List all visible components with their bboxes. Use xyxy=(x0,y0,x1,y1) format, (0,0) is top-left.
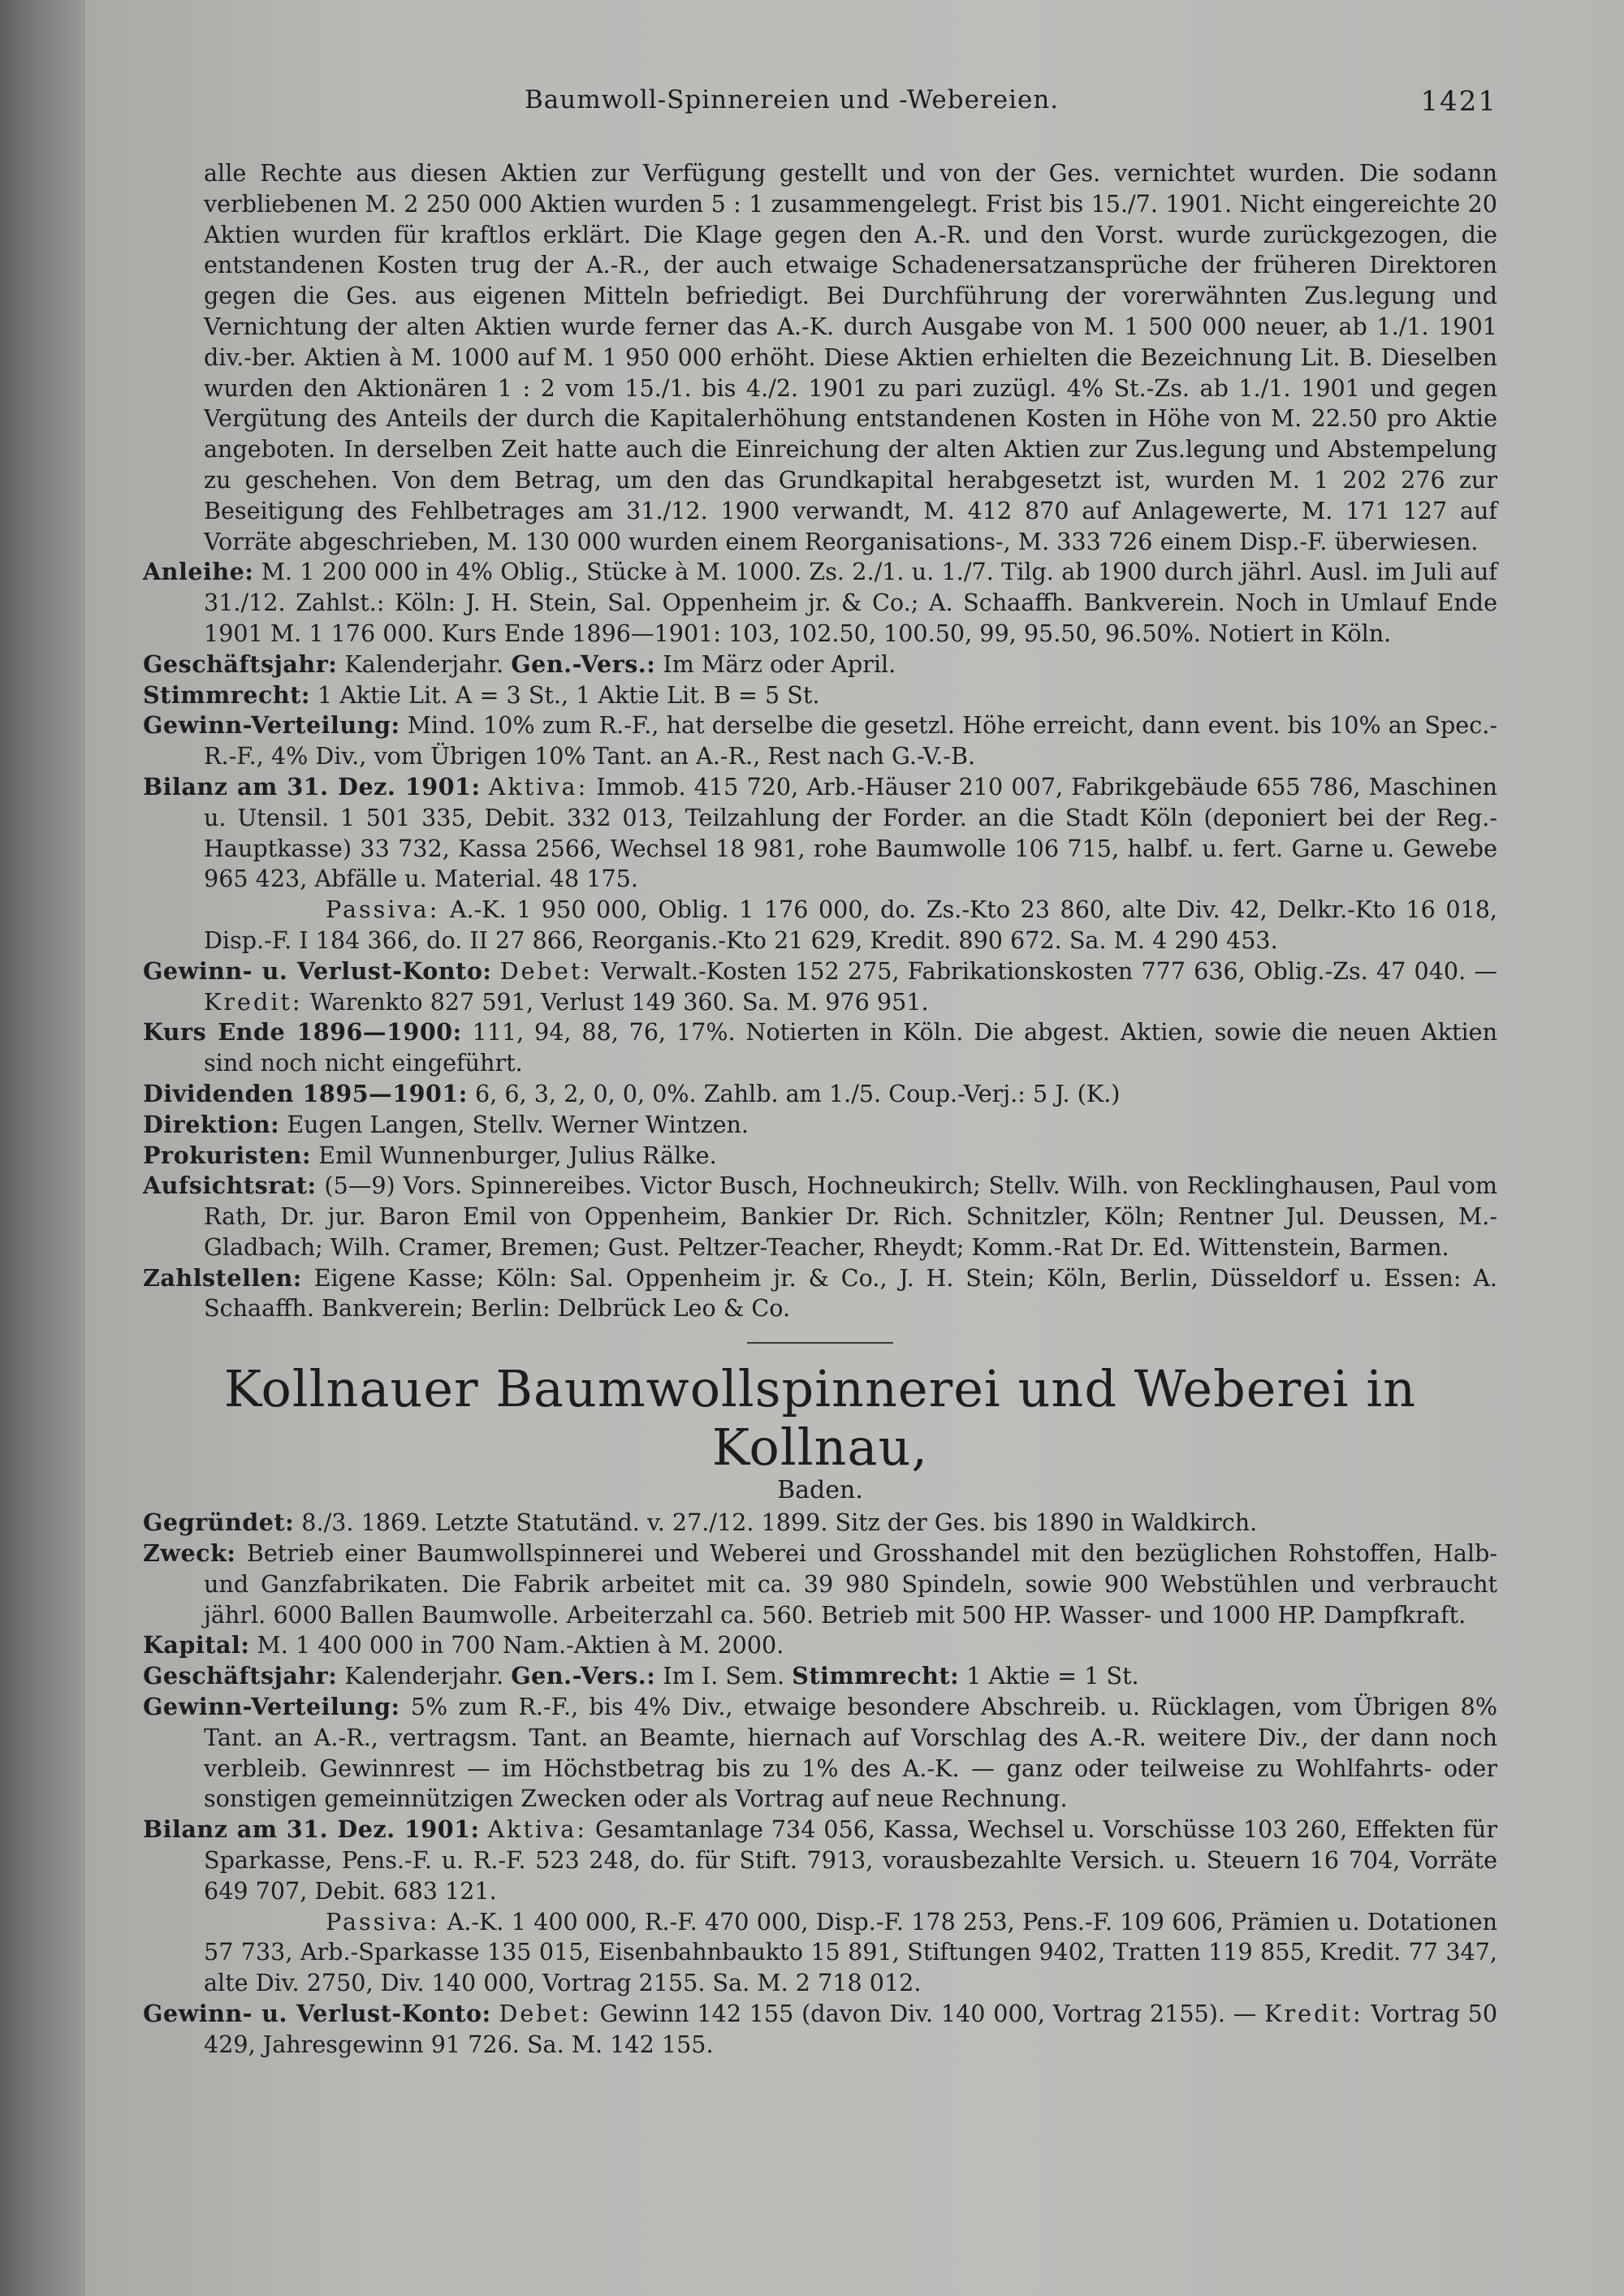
kapital-text: M. 1 400 000 in 700 Nam.-Aktien à M. 2000. xyxy=(257,1631,784,1659)
dividenden-text: 6, 6, 3, 2, 0, 0, 0%. Zahlb. am 1./5. Coup.-Verj.: 5 J. (K.) xyxy=(474,1079,1121,1107)
kurs-text: 111, 94, 88, 76, 17%. Notierten in Köln. Die abgest. Aktien, sowie die neuen Aktien sind noch nicht eingeführt. xyxy=(204,1018,1497,1077)
company-gewinn-text: 5% zum R.-F., bis 4% Div., etwaige besondere Abschreib. u. Rücklagen, vom Übrigen 8% Tant. an A.-R., vertragsm. Tant. an Beamte, hiernach auf Vorschlag des A.-R. weitere Div., der dann noch verbleib. Gewinnrest — im Höchstbetrag bis zu 1% des A.-K. — ganz oder teilweise zu Wohlfahrts- oder sonstigen gemeinnützigen Zwecken oder als Vortrag auf neue Rechnung. xyxy=(204,1693,1497,1813)
prev-entry-prokuristen xyxy=(143,1141,1497,1172)
company-stimmrecht-label: Stimmrecht: xyxy=(792,1662,960,1690)
zahlstellen-text: Eigene Kasse; Köln: Sal. Oppenheim jr. & Co., J. H. Stein; Köln, Berlin, Düsseldorf u. Essen: A. Schaaffh. Bankverein; Berlin: Delbrück Leo & Co. xyxy=(204,1263,1497,1323)
anleihe-label: Anleihe: xyxy=(143,558,254,586)
zweck-label: Zweck: xyxy=(143,1539,236,1568)
page-number: 1421 xyxy=(1420,85,1497,118)
prokuristen-text: Emil Wunnenburger, Julius Rälke. xyxy=(318,1141,717,1169)
bilanz-label: Bilanz am 31. Dez. 1901: xyxy=(143,772,481,801)
company-passiva-label: Passiva: xyxy=(326,1907,440,1936)
direktion-label: Direktion: xyxy=(143,1110,280,1138)
company-passiva-text: A.-K. 1 400 000, R.-F. 470 000, Disp.-F. 178 253, Pens.-F. 109 606, Prämien u. Dotationen 57 733, Arb.-Sparkasse 135 015, Eisenbahnbaukto 15 891, Stiftungen 9402, Tratten 119 855, Kredit. 77 347, alte Div. 2750, Div. 140 000, Vortrag 2155. Sa. M. 2 718 012. xyxy=(204,1907,1498,1997)
prev-entry-anleihe xyxy=(143,557,1497,649)
gewinn-verteilung-label: Gewinn-Verteilung: xyxy=(143,711,400,740)
kurs-label: Kurs Ende 1896—1900: xyxy=(143,1018,462,1047)
header-title: Baumwoll-Spinnereien und -Webereien. xyxy=(525,85,1060,114)
zweck-text: Betrieb einer Baumwollspinnerei und Weberei und Grosshandel mit den bezüglichen Rohstoffen, Halb- und Ganzfabrikaten. Die Fabrik arbeitet mit ca. 39 980 Spindeln, sowie 900 Webstühlen und verbraucht jährl. 6000 Ballen Baumwolle. Arbeiterzahl ca. 560. Betrieb mit 500 HP. Wasser- und 1000 HP. Dampfkraft. xyxy=(204,1539,1497,1629)
company-bilanz-passiva xyxy=(143,1907,1497,1999)
kapital-label: Kapital: xyxy=(143,1631,250,1659)
page-body xyxy=(143,158,1497,2061)
company-gegruendet xyxy=(143,1508,1497,1539)
company-bilanz-label: Bilanz am 31. Dez. 1901: xyxy=(143,1815,480,1844)
company-kredit-label: Kredit: xyxy=(1264,2000,1363,2028)
company-geschaeftsjahr xyxy=(143,1661,1497,1692)
zahlstellen-label: Zahlstellen: xyxy=(143,1263,302,1292)
company-zweck xyxy=(143,1539,1497,1630)
company-gewinn-label: Gewinn-Verteilung: xyxy=(143,1693,400,1721)
gen-vers-text: Im März oder April. xyxy=(663,650,896,678)
company-geschaeftsjahr-label: Geschäftsjahr: xyxy=(143,1662,338,1690)
company-kredit-text: Vortrag 50 429, Jahresgewinn 91 726. Sa. M. 142 155. xyxy=(204,2000,1498,2058)
company-debet-text: Gewinn 142 155 (davon Div. 140 000, Vortrag 2155). — xyxy=(599,2000,1257,2028)
guv-debet-text: Verwalt.-Kosten 152 275, Fabrikationskosten 777 636, Oblig.-Zs. 47 040. — xyxy=(601,956,1498,985)
prev-entry-stimmrecht xyxy=(143,680,1497,711)
prev-entry-dividenden xyxy=(143,1079,1497,1110)
company-gewinn-verteilung xyxy=(143,1692,1497,1815)
geschaeftsjahr-text: Kalenderjahr. xyxy=(344,650,504,678)
aufsichtsrat-label: Aufsichtsrat: xyxy=(143,1172,317,1200)
company-gen-vers-label: Gen.-Vers.: xyxy=(511,1662,656,1690)
company-debet-label: Debet: xyxy=(499,2000,592,2028)
prev-entry-geschaeftsjahr xyxy=(143,650,1497,680)
prev-entry-kurs xyxy=(143,1017,1497,1079)
company-aktiva-text: Gesamtanlage 734 056, Kassa, Wechsel u. Vorschüsse 103 260, Effekten für Sparkasse, Pens.-F. u. R.-F. 523 248, do. für Stift. 7913, vorausbezahlte Versich. u. Steuern 16 704, Vorräte 649 707, Debit. 683 121. xyxy=(204,1815,1497,1905)
prev-entry-aufsichtsrat xyxy=(143,1171,1497,1262)
company-guv-label: Gewinn- u. Verlust-Konto: xyxy=(143,2000,491,2028)
prev-entry-guv xyxy=(143,956,1497,1018)
company-subtitle: Baden. xyxy=(777,1476,863,1505)
company-title: Kollnauer Baumwollspinnerei und Weberei in Kollnau, xyxy=(223,1359,1417,1478)
running-header xyxy=(143,85,1497,126)
gewinn-verteilung-text: Mind. 10% zum R.-F., hat derselbe die gesetzl. Höhe erreicht, dann event. bis 10% an Spec.-R.-F., 4% Div., vom Übrigen 10% Tant. an A.-R., Rest nach G.-V.-B. xyxy=(204,711,1497,770)
entry-separator xyxy=(747,1342,893,1344)
company-kapital xyxy=(143,1630,1497,1661)
gegruendet-label: Gegründet: xyxy=(143,1508,295,1537)
prev-entry-bilanz-passiva xyxy=(143,895,1497,956)
company-geschaeftsjahr-text: Kalenderjahr. xyxy=(344,1662,504,1690)
guv-label: Gewinn- u. Verlust-Konto: xyxy=(143,956,492,985)
anleihe-text: M. 1 200 000 in 4% Oblig., Stücke à M. 1000. Zs. 2./1. u. 1./7. Tilg. ab 1900 durch jährl. Ausl. im Juli auf 31./12. Zahlst.: Köln: J. H. Stein, Sal. Oppenheim jr. & Co.; A. Schaaffh. Bankverein. Noch in Umlauf Ende 1901 M. 1 176 000. Kurs Ende 1896—1901: 103, 102.50, 100.50, 99, 95.50, 96.50%. Notiert in Köln. xyxy=(204,558,1497,647)
gen-vers-label: Gen.-Vers.: xyxy=(511,650,656,678)
gegruendet-text: 8./3. 1869. Letzte Statutänd. v. 27./12. 1899. Sitz der Ges. bis 1890 in Waldkirch. xyxy=(301,1508,1258,1537)
prev-entry-intro: alle Rechte aus diesen Aktien zur Verfügung gestellt und von der Ges. vernichtet wurden. Die sodann verbliebenen M. 2 250 000 Aktien wurden 5 : 1 zusammengelegt. Frist bis 15./7. 1901. Nicht eingereichte 20 Aktien wurden für kraftlos erklärt. Die Klage gegen den A.-R. und den Vorst. wurde zurückgezogen, die entstandenen Kosten trug der A.-R., der auch etwaige Schadenersatzansprüche der früheren Direktoren gegen die Ges. aus eigenen Mitteln befriedigt. Bei Durchführung der vorerwähnten Zus.legung und Vernichtung der alten Aktien wurde ferner das A.-K. durch Ausgabe von M. 1 500 000 neuer, ab 1./1. 1901 div.-ber. Aktien à M. 1000 auf M. 1 950 000 erhöht. Diese Aktien erhielten die Bezeichnung Lit. B. Dieselben wurden den Aktionären 1 : 2 vom 15./1. bis 4./2. 1901 zu pari zuzügl. 4% St.-Zs. ab 1./1. 1901 und gegen Vergütung des Anteils der durch die Kapitalerhöhung entstandenen Kosten in Höhe von M. 22.50 pro Aktie angeboten. In derselben Zeit hatte auch die Einreichung der alten Aktien zur Zus.legung und Abstempelung zu geschehen. Von dem Betrag, um den das Grundkapital herabgesetzt ist, wurden M. 1 202 276 zur Beseitigung des Fehlbetrages am 31./12. 1900 verwandt, M. 412 870 auf Anlagewerte, M. 171 127 auf Vorräte abgeschrieben, M. 130 000 wurden einem Reorganisations-, M. 333 726 einem Disp.-F. überwiesen. xyxy=(204,159,1497,555)
prev-entry-direktion xyxy=(143,1110,1497,1141)
company-gen-vers-text: Im I. Sem. xyxy=(663,1662,785,1690)
aufsichtsrat-text: (5—9) Vors. Spinnereibes. Victor Busch, Hochneukirch; Stellv. Wilh. von Recklinghausen, Paul vom Rath, Dr. jur. Baron Emil von Oppenheim, Bankier Dr. Rich. Schnitzler, Köln; Rentner Jul. Deussen, M.-Gladbach; Wilh. Cramer, Bremen; Gust. Peltzer-Teacher, Rheydt; Komm.-Rat Dr. Ed. Wittenstein, Barmen. xyxy=(204,1172,1497,1261)
prev-entry-gewinn-verteilung xyxy=(143,710,1497,772)
scan-edge xyxy=(0,0,85,2296)
bilanz-passiva-text: A.-K. 1 950 000, Oblig. 1 176 000, do. Zs.-Kto 23 860, alte Div. 42, Delkr.-Kto 16 018, Disp.-F. I 184 366, do. II 27 866, Reorganis.-Kto 21 629, Kredit. 890 672. Sa. M. 4 290 453. xyxy=(204,896,1497,954)
direktion-text: Eugen Langen, Stellv. Werner Wintzen. xyxy=(287,1110,749,1138)
bilanz-aktiva-label: Aktiva: xyxy=(488,772,589,801)
bilanz-passiva-label: Passiva: xyxy=(326,896,440,924)
guv-debet-label: Debet: xyxy=(499,956,593,985)
bilanz-aktiva-text: Immob. 415 720, Arb.-Häuser 210 007, Fabrikgebäude 655 786, Maschinen u. Utensil. 1 501 335, Debit. 332 013, Teilzahlung der Forder. an die Stadt Köln (deponiert bei der Reg.-Hauptkasse) 33 732, Kassa 2566, Wechsel 18 981, rohe Baumwolle 106 715, halbf. u. fert. Garne u. Gewebe 965 423, Abfälle u. Material. 48 175. xyxy=(204,772,1497,893)
prev-entry-bilanz xyxy=(143,772,1497,895)
prev-entry-zahlstellen xyxy=(143,1263,1497,1325)
company-aktiva-label: Aktiva: xyxy=(487,1815,587,1844)
geschaeftsjahr-label: Geschäftsjahr: xyxy=(143,650,338,678)
guv-kredit-label: Kredit: xyxy=(204,987,303,1016)
company-stimmrecht-text: 1 Aktie = 1 St. xyxy=(966,1662,1139,1690)
company-guv xyxy=(143,1999,1497,2061)
prokuristen-label: Prokuristen: xyxy=(143,1141,312,1169)
guv-kredit-text: Warenkto 827 591, Verlust 149 360. Sa. M. 976 951. xyxy=(309,987,929,1016)
company-bilanz xyxy=(143,1815,1497,1906)
dividenden-label: Dividenden 1895—1901: xyxy=(143,1079,468,1107)
stimmrecht-text: 1 Aktie Lit. A = 3 St., 1 Aktie Lit. B = 5 St. xyxy=(317,680,820,709)
stimmrecht-label: Stimmrecht: xyxy=(143,680,310,709)
